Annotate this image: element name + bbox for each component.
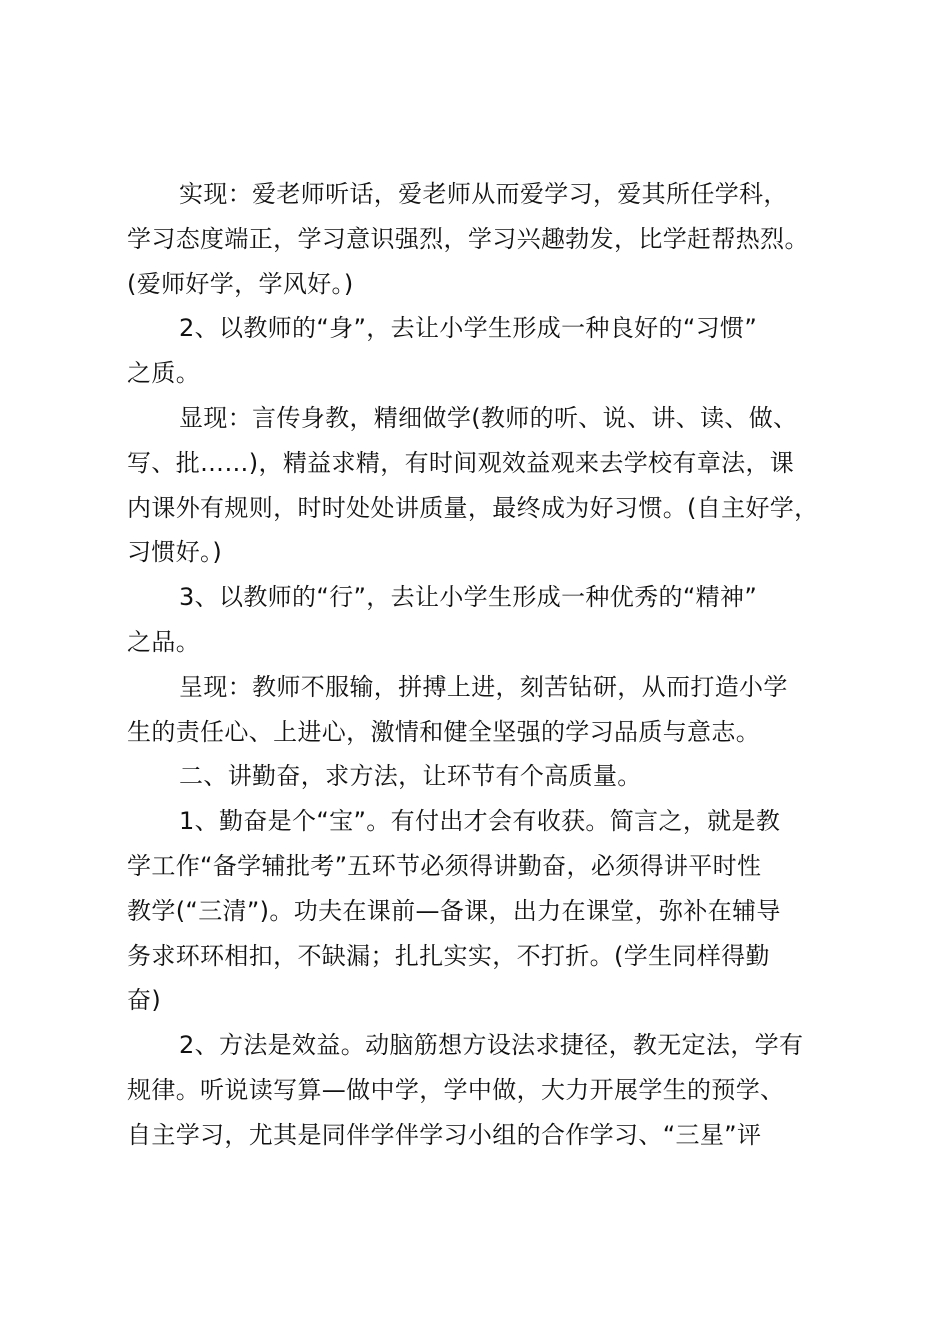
text-line: 实现：爱老师听话，爱老师从而爱学习，爱其所任学科， — [179, 180, 788, 208]
text-line: 自主学习，尤其是同伴学伴学习小组的合作学习、“三星”评 — [127, 1120, 762, 1149]
document-body — [127, 172, 839, 1158]
text-line: 之质。 — [127, 359, 201, 388]
text-line: 学工作“备学辅批考”五环节必须得讲勤奋，必须得讲平时性 — [127, 851, 762, 880]
text-line: 奋) — [127, 986, 162, 1015]
text-line: 之品。 — [127, 627, 201, 656]
text-line: 2、以教师的“身”，去让小学生形成一种良好的“习惯” — [179, 314, 758, 343]
text-line: 生的责任心、上进心，激情和健全坚强的学习品质与意志。 — [127, 717, 761, 746]
section-heading: 二、讲勤奋，求方法，让环节有个高质量。 — [179, 762, 642, 791]
text-line: 呈现：教师不服输，拼搏上进，刻苦钻研，从而打造小学 — [179, 672, 788, 701]
text-line: 显现：言传身教，精细做学(教师的听、说、讲、读、做、 — [179, 403, 798, 432]
text-line: 习惯好。) — [127, 538, 223, 567]
text-line: 务求环环相扣，不缺漏；扎扎实实，不打折。(学生同样得勤 — [127, 941, 770, 970]
text-line: 内课外有规则，时时处处讲质量，最终成为好习惯。(自主好学， — [127, 493, 819, 522]
text-line: 2、方法是效益。动脑筋想方设法求捷径，教无定法，学有 — [179, 1031, 804, 1060]
text-line: (爱师好学，学风好。) — [127, 269, 354, 298]
text-line: 学习态度端正，学习意识强烈，学习兴趣勃发，比学赶帮热烈。 — [127, 224, 809, 253]
text-line: 教学(“三清”)。功夫在课前—备课，出力在课堂，弥补在辅导 — [127, 896, 781, 925]
text-line: 1、勤奋是个“宝”。有付出才会有收获。简言之，就是教 — [179, 807, 781, 836]
text-line: 3、以教师的“行”，去让小学生形成一种优秀的“精神” — [179, 583, 758, 612]
text-line: 写、批……)，精益求精，有时间观效益观来去学校有章法，课 — [127, 448, 795, 477]
text-line: 规律。听说读写算—做中学，学中做，大力开展学生的预学、 — [127, 1075, 785, 1104]
